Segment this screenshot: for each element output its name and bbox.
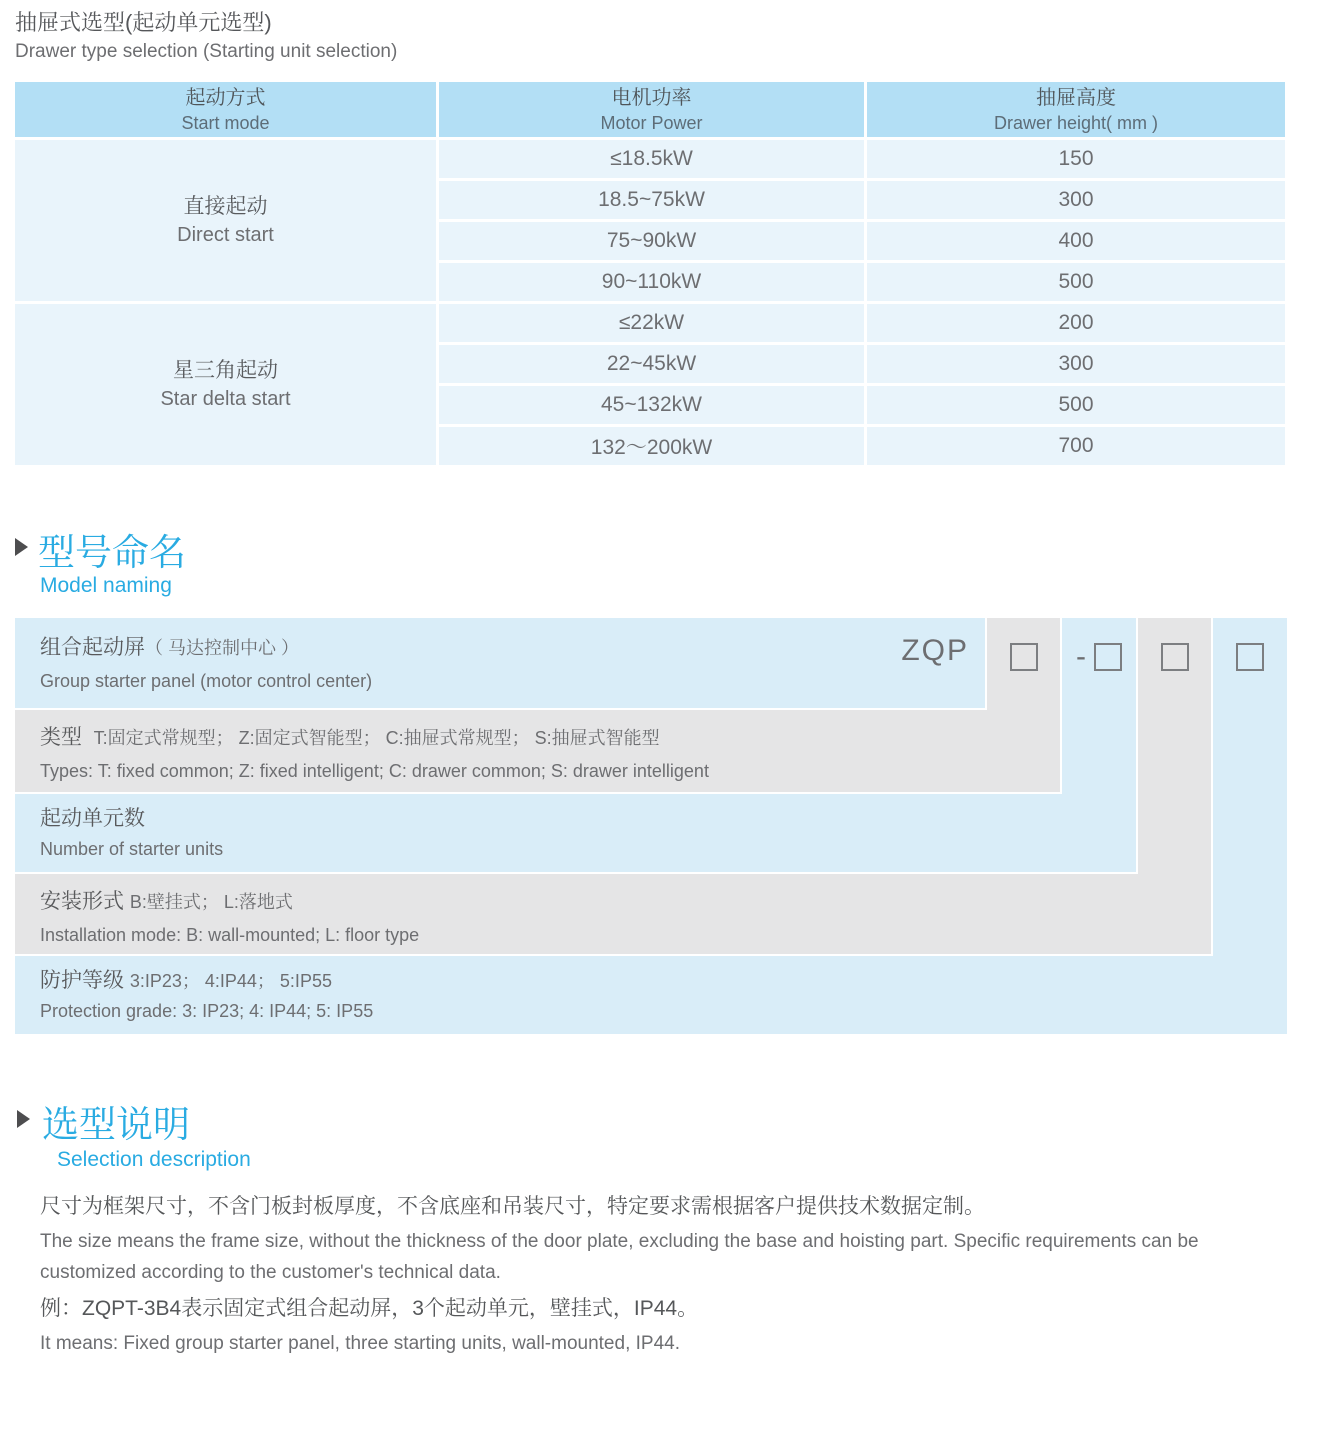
page-title: 抽屉式选型(起动单元选型) (15, 10, 272, 35)
paragraph-en: The size means the frame size, without the thickness of the door plate, excluding the base and hoisting part. Specific requirements can be customized according to the customer's technical data. (40, 1231, 1199, 1283)
header-cell-start-mode (15, 82, 436, 137)
band-group-starter-panel (15, 618, 985, 708)
band-unit-count (15, 794, 1136, 872)
dash-separator: - (1076, 640, 1086, 673)
mode-cell-direct-start (15, 140, 436, 301)
paragraph-zh: 例：ZQPT-3B4表示固定式组合起动屏，3个起动单元，壁挂式，IP44。 (40, 1297, 699, 1320)
power-value: 22~45kW (606, 352, 697, 375)
power-cell (439, 222, 864, 260)
power-value: 18.5~75kW (598, 188, 705, 211)
selection-paragraphs (40, 1190, 1292, 1363)
header-cell-drawer-height (867, 82, 1285, 137)
power-cell (439, 304, 864, 342)
header-en: Motor Power (600, 112, 703, 133)
code-placeholder-box (1010, 643, 1038, 671)
paragraph-en: It means: Fixed group starter panel, three starting units, wall-mounted, IP44. (40, 1333, 680, 1354)
power-cell (439, 263, 864, 301)
band-en: Number of starter units (40, 839, 224, 859)
power-cell (439, 386, 864, 424)
band-en: Protection grade: 3: IP23; 4: IP44; 5: IP55 (40, 1001, 374, 1021)
height-value: 300 (1058, 352, 1094, 375)
header-zh: 电机功率 (611, 86, 692, 109)
power-cell (439, 181, 864, 219)
height-value: 200 (1058, 311, 1094, 334)
power-value: 45~132kW (601, 393, 702, 416)
height-value: 700 (1058, 434, 1094, 457)
height-cell (867, 386, 1285, 424)
power-cell (439, 427, 864, 465)
height-value: 300 (1058, 188, 1094, 211)
height-cell (867, 427, 1285, 465)
height-cell (867, 222, 1285, 260)
page-subtitle: Drawer type selection (Starting unit selection) (15, 41, 398, 62)
mode-zh: 星三角起动 (173, 359, 278, 382)
section-title-en: Selection description (57, 1148, 251, 1171)
section-arrow-icon (17, 1110, 30, 1128)
height-cell (867, 140, 1285, 178)
power-cell (439, 140, 864, 178)
band-en: Group starter panel (motor control center) (40, 671, 373, 691)
section-title-zh: 选型说明 (42, 1104, 190, 1145)
header-zh: 起动方式 (185, 86, 266, 109)
header-en: Drawer height( mm ) (993, 112, 1159, 133)
band-protection (15, 956, 1287, 1034)
code-placeholder-box (1236, 643, 1264, 671)
band-zh: 组合起动屏（ 马达控制中心 ） (40, 636, 300, 659)
mode-en: Star delta start (160, 388, 291, 410)
header-en: Start mode (181, 112, 270, 133)
band-installation (15, 874, 1211, 954)
mode-cell-star-delta-start (15, 304, 436, 465)
drawer-selection-table (15, 82, 1285, 465)
power-cell (439, 345, 864, 383)
paragraph-zh: 尺寸为框架尺寸，不含门板封板厚度，不含底座和吊装尺寸，特定要求需根据客户提供技术数据定制。 (40, 1195, 985, 1218)
band-en: Installation mode: B: wall-mounted; L: floor type (40, 925, 420, 945)
height-cell (867, 181, 1285, 219)
section-arrow-icon (15, 538, 28, 556)
height-cell (867, 304, 1285, 342)
power-value: 90~110kW (601, 270, 702, 293)
model-naming-diagram (15, 618, 1287, 1034)
band-zh: 安装形式 B:壁挂式； L:落地式 (40, 890, 293, 913)
power-value: 132～200kW (590, 436, 713, 459)
code-placeholder-box (1094, 643, 1122, 671)
band-zh: 防护等级 3:IP23； 4:IP44； 5:IP55 (40, 969, 332, 992)
height-value: 150 (1058, 147, 1094, 170)
band-zh: 类型 T:固定式常规型； Z:固定式智能型； C:抽屉式常规型； S:抽屉式智能型 (40, 726, 660, 749)
height-value: 500 (1058, 270, 1094, 293)
power-value: ≤18.5kW (610, 147, 693, 170)
model-code: ZQP (901, 634, 969, 667)
header-zh: 抽屉高度 (1036, 86, 1116, 109)
header-cell-motor-power (439, 82, 864, 137)
code-placeholder-box (1161, 643, 1189, 671)
band-types (15, 710, 1060, 792)
band-zh: 起动单元数 (40, 807, 145, 830)
height-cell (867, 345, 1285, 383)
power-value: 75~90kW (606, 229, 697, 252)
mode-zh: 直接起动 (183, 195, 268, 218)
section-title-zh: 型号命名 (38, 532, 186, 573)
power-value: ≤22kW (618, 311, 685, 334)
height-cell (867, 263, 1285, 301)
height-value: 500 (1058, 393, 1094, 416)
mode-en: Direct start (177, 224, 274, 246)
page-header (15, 8, 397, 65)
section-title-en: Model naming (40, 574, 172, 597)
band-en: Types: T: fixed common; Z: fixed intelligent; C: drawer common; S: drawer intelligent (40, 761, 709, 781)
height-value: 400 (1058, 229, 1094, 252)
